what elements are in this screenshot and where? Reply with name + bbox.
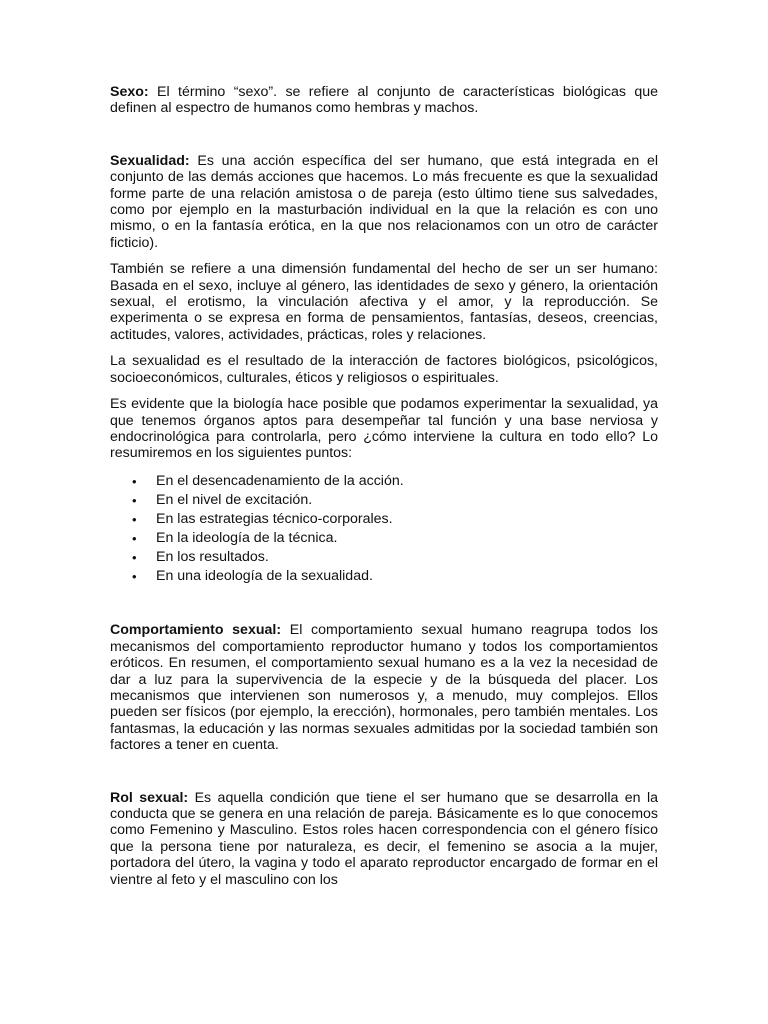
paragraph-sexualidad-factores: La sexualidad es el resultado de la interacción de factores biológicos, psicológicos, socioeconómicos, culturales, éticos y religiosos o espirituales.	[110, 353, 658, 386]
definition-rol-sexual	[110, 790, 658, 888]
term-sexualidad: Sexualidad:	[110, 152, 190, 169]
definition-comportamiento-sexual	[110, 622, 658, 753]
definition-sexo-text: El término “sexo”. se refiere al conjunto de características biológicas que definen al espectro de humanos como hembras y machos.	[110, 84, 658, 117]
list-item-text: En los resultados.	[156, 549, 269, 566]
list-item	[110, 510, 658, 529]
bullet-icon: •	[132, 531, 137, 546]
list-item-text: En las estrategias técnico-corporales.	[156, 510, 393, 527]
definition-comportamiento-text: El comportamiento sexual humano reagrupa todos los mecanismos del comportamiento reproductor humano y todos los comportamientos eróticos. En resumen, el comportamiento sexual humano es a la vez la necesidad de dar a luz para la supervivencia de la especie y de la búsqueda del placer. Los mecanismos que intervienen son numerosos y, a menudo, muy complejos. Ellos pueden ser físicos (por ejemplo, la erección), hormonales, pero también mentales. Los fantasmas, la educación y las normas sexuales admitidas por la sociedad también son factores a tener en cuenta.	[110, 622, 658, 754]
list-item-text: En la ideología de la técnica.	[156, 530, 338, 546]
bullet-icon: •	[132, 569, 137, 585]
bullet-icon: •	[132, 492, 137, 508]
list-item	[110, 472, 658, 491]
list-item-text: En el desencadenamiento de la acción.	[156, 472, 404, 489]
list-item	[110, 529, 658, 548]
bullet-icon: •	[132, 550, 137, 566]
term-rol-sexual: Rol sexual:	[110, 789, 189, 806]
list-item-text: En una ideología de la sexualidad.	[156, 568, 373, 585]
bullet-icon: •	[132, 511, 137, 527]
term-comportamiento-sexual: Comportamiento sexual:	[110, 622, 282, 639]
list-item	[110, 491, 658, 510]
definition-rol-text: Es aquella condición que tiene el ser humano que se desarrolla en la conducta que se genera en una relación de pareja. Básicamente es lo que conocemos como Femenino y Masculino. Estos roles hacen correspondencia con el género físico que la persona tiene por naturaleza, es decir, el femenino se asocia a la mujer, portadora del útero, la vagina y todo el aparato reproductor encargado de formar en el vientre al feto y el masculino con los	[110, 789, 658, 888]
definition-sexualidad	[110, 153, 658, 251]
list-item	[110, 548, 658, 567]
bullet-icon: •	[132, 473, 137, 489]
definition-sexualidad-text: Es una acción específica del ser humano, que está integrada en el conjunto de las demás acciones que hacemos. Lo más frecuente es que la sexualidad forme parte de una relación amistosa o de pareja (esto último tiene sus salvedades, como por ejemplo en la masturbación individual en la que la relación es con uno mismo, o en la fantasía erótica, en la que nos relacionamos con un otro de carácter ficticio).	[110, 152, 658, 251]
paragraph-sexualidad-dimension: También se refiere a una dimensión fundamental del hecho de ser un ser humano: Basada en el sexo, incluye al género, las identidades de sexo y género, la orientación sexual, el erotismo, la vinculación afectiva y el amor, y la reproducción. Se experimenta o se expresa en forma de pensamientos, fantasías, deseos, creencias, actitudes, valores, actividades, prácticas, roles y relaciones.	[110, 261, 658, 343]
bullet-list-cultura	[110, 472, 658, 587]
list-item-text: En el nivel de excitación.	[156, 491, 313, 508]
list-item	[110, 567, 658, 586]
paragraph-sexualidad-biologia: Es evidente que la biología hace posible que podamos experimentar la sexualidad, ya que tenemos órganos aptos para desempeñar tal función y una base nerviosa y endocrinológica para controlarla, pero ¿cómo interviene la cultura en todo ello? Lo resumiremos en los siguientes puntos:	[110, 396, 658, 462]
definition-sexo	[110, 84, 658, 117]
term-sexo: Sexo:	[110, 84, 149, 100]
